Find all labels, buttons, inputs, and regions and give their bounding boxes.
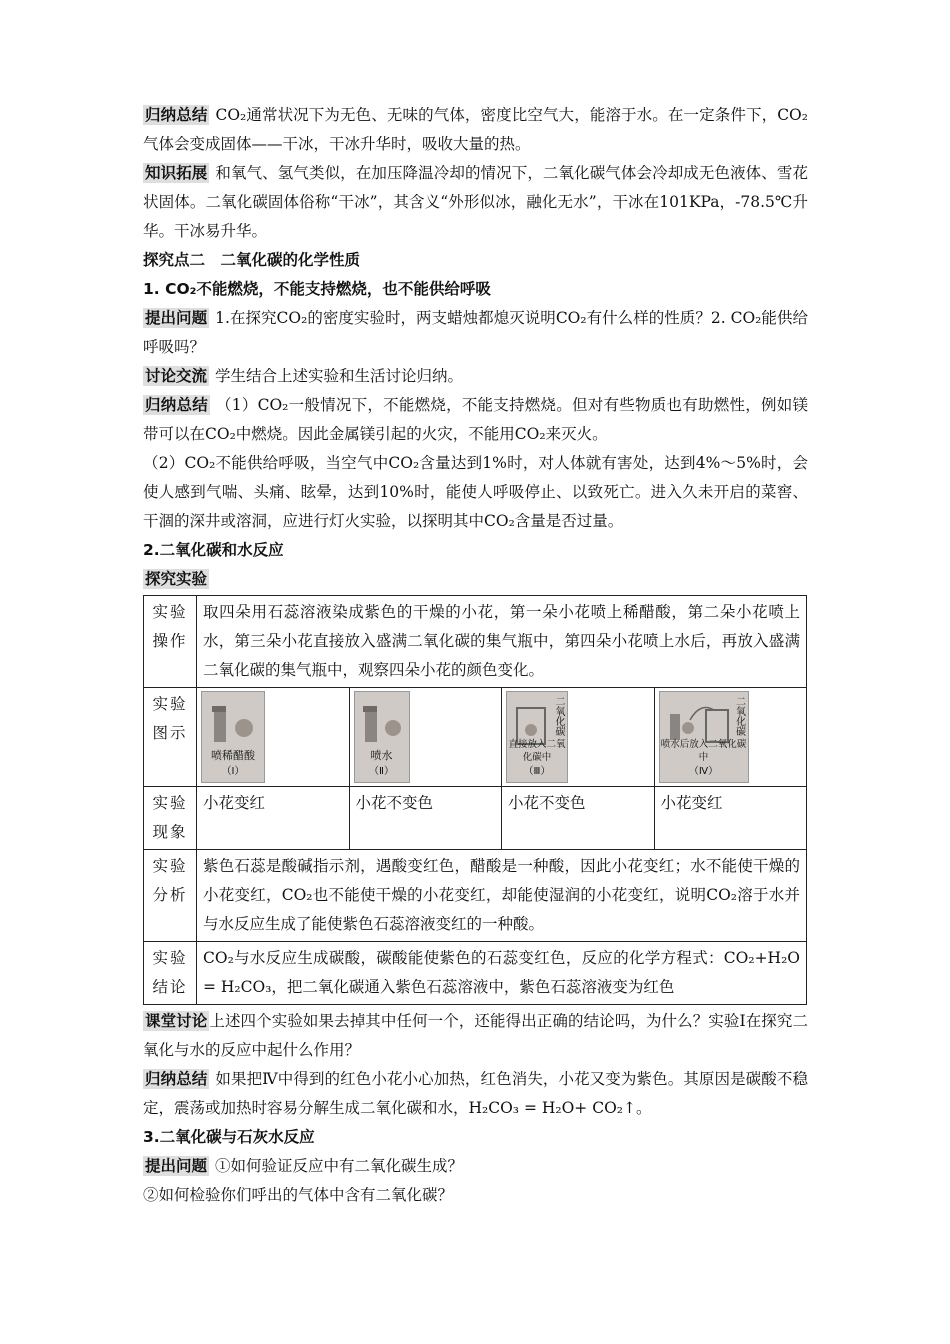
figure-number: （Ⅲ） bbox=[523, 766, 551, 777]
section-tag: 提出问题 bbox=[145, 309, 208, 327]
class-discussion-paragraph bbox=[143, 1007, 808, 1065]
section-tag: 讨论交流 bbox=[145, 367, 208, 385]
figure-gas-jar bbox=[506, 691, 568, 783]
spray-bottle-icon bbox=[208, 702, 258, 746]
figure-spray-water bbox=[354, 691, 410, 783]
paragraph-text: （1）CO₂一般情况下，不能燃烧，不能支持燃烧。但对有些物质也有助燃性，例如镁带可以在CO₂中燃烧。因此金属镁引起的火灾，不能用CO₂来灭火。 bbox=[143, 396, 808, 443]
summary-paragraph-1 bbox=[143, 101, 808, 159]
phenomenon-cell: 小花变红 bbox=[654, 787, 807, 850]
figure-caption: 喷稀醋酸 bbox=[211, 749, 255, 762]
table-row bbox=[144, 596, 807, 688]
section-tag: 归纳总结 bbox=[145, 106, 208, 124]
figure-number: （Ⅳ） bbox=[688, 766, 719, 777]
table-row bbox=[144, 850, 807, 942]
row-label: 实验结论 bbox=[144, 942, 197, 1005]
subsection-heading: 1. CO₂不能燃烧，不能支持燃烧，也不能供给呼吸 bbox=[143, 280, 491, 298]
phenomenon-cell: 小花变红 bbox=[197, 787, 350, 850]
experiment-table bbox=[143, 595, 807, 1005]
conclusion-text: CO₂与水反应生成碳酸，碳酸能使紫色的石蕊变红色，反应的化学方程式：CO₂+H₂O = H₂CO₃，把二氧化碳通入紫色石蕊溶液中，紫色石蕊溶液变为红色 bbox=[197, 942, 807, 1005]
paragraph-text: ①如何验证反应中有二氧化碳生成？ bbox=[215, 1157, 464, 1175]
paragraph-text: 和氧气、氢气类似，在加压降温冷却的情况下，二氧化碳气体会冷却成无色液体、雪花状固体。二氧化碳固体俗称“干冰”，其含义“外形似冰，融化无水”，干冰在101KPa，-78.5℃升华。干冰易升华。 bbox=[143, 164, 808, 240]
summary-paragraph-2b: （2）CO₂不能供给呼吸，当空气中CO₂含量达到1%时，对人体就有害处，达到4%～5%时，会使人感到气喘、头痛、眩晕，达到10%时，能使人呼吸停止、以致死亡。进入久未开启的菜窖、干涸的深井或溶洞，应进行灯火实验，以探明其中CO₂含量是否过量。 bbox=[143, 454, 808, 530]
paragraph-text: CO₂通常状况下为无色、无味的气体，密度比空气大，能溶于水。在一定条件下，CO₂气体会变成固体——干冰，干冰升华时，吸收大量的热。 bbox=[143, 106, 808, 153]
table-row bbox=[144, 787, 807, 850]
figure-caption: 直接放入二氧化碳中 bbox=[508, 739, 566, 763]
figure-cell bbox=[197, 688, 350, 787]
figure-side-label: 二氧化碳 bbox=[733, 696, 745, 736]
figure-cell bbox=[654, 688, 807, 787]
paragraph-text: 如果把Ⅳ中得到的红色小花小心加热，红色消失，小花又变为紫色。其原因是碳酸不稳定，震荡或加热时容易分解生成二氧化碳和水，H₂CO₃ = H₂O+ CO₂↑。 bbox=[143, 1070, 808, 1117]
figure-spray-then-jar bbox=[659, 691, 749, 783]
summary-paragraph-3 bbox=[143, 1065, 808, 1123]
section-heading: 探究点二 二氧化碳的化学性质 bbox=[143, 251, 361, 269]
figure-cell bbox=[349, 688, 502, 787]
analysis-text: 紫色石蕊是酸碱指示剂，遇酸变红色，醋酸是一种酸，因此小花变红；水不能使干燥的小花变红，CO₂也不能使干燥的小花变红，却能使湿润的小花变红，说明CO₂溶于水并与水反应生成了能使紫色石蕊溶液变红的一种酸。 bbox=[197, 850, 807, 942]
row-label: 实验分析 bbox=[144, 850, 197, 942]
paragraph-text: 1.在探究CO₂的密度实验时，两支蜡烛都熄灭说明CO₂有什么样的性质？2. CO₂能供给呼吸吗？ bbox=[143, 309, 808, 356]
question-paragraph-3: ②如何检验你们呼出的气体中含有二氧化碳？ bbox=[143, 1186, 454, 1204]
paragraph-text: 学生结合上述实验和生活讨论归纳。 bbox=[215, 367, 464, 385]
figure-side-label: 二氧化碳 bbox=[553, 696, 564, 736]
question-paragraph-1 bbox=[143, 304, 808, 362]
question-paragraph-2 bbox=[143, 1152, 808, 1181]
section-tag: 课堂讨论 bbox=[145, 1012, 208, 1030]
paragraph-text: 上述四个实验如果去掉其中任何一个，还能得出正确的结论吗，为什么？实验Ⅰ在探究二氧化与水的反应中起什么作用？ bbox=[143, 1012, 808, 1059]
row-label: 实验图示 bbox=[144, 688, 197, 787]
discussion-paragraph bbox=[143, 362, 808, 391]
phenomenon-cell: 小花不变色 bbox=[502, 787, 655, 850]
section-tag: 提出问题 bbox=[145, 1157, 208, 1175]
figure-caption: 喷水 bbox=[370, 749, 393, 762]
table-row bbox=[144, 688, 807, 787]
subsection-heading: 2.二氧化碳和水反应 bbox=[143, 541, 284, 559]
spray-bottle-icon bbox=[361, 702, 405, 746]
figure-number: （Ⅰ） bbox=[221, 766, 245, 777]
summary-paragraph-2 bbox=[143, 391, 808, 449]
experiment-heading bbox=[143, 565, 808, 594]
section-tag: 归纳总结 bbox=[145, 1070, 208, 1088]
subsection-heading: 3.二氧化碳与石灰水反应 bbox=[143, 1128, 315, 1146]
document-content bbox=[143, 101, 808, 1210]
operation-text: 取四朵用石蕊溶液染成紫色的干燥的小花，第一朵小花喷上稀醋酸，第二朵小花喷上水，第三朵小花直接放入盛满二氧化碳的集气瓶中，第四朵小花喷上水后，再放入盛满二氧化碳的集气瓶中，观察四朵小花的颜色变化。 bbox=[197, 596, 807, 688]
extension-paragraph bbox=[143, 159, 808, 246]
section-tag: 探究实验 bbox=[145, 570, 208, 588]
figure-cell bbox=[502, 688, 655, 787]
section-tag: 知识拓展 bbox=[145, 164, 208, 182]
section-tag: 归纳总结 bbox=[145, 396, 208, 414]
row-label: 实验操作 bbox=[144, 596, 197, 688]
figure-number: （Ⅱ） bbox=[369, 766, 394, 777]
figure-caption: 喷水后放入二氧化碳中 bbox=[660, 739, 747, 763]
row-label: 实验现象 bbox=[144, 787, 197, 850]
phenomenon-cell: 小花不变色 bbox=[349, 787, 502, 850]
figure-spray-bottle-flower bbox=[201, 691, 265, 783]
table-row bbox=[144, 942, 807, 1005]
